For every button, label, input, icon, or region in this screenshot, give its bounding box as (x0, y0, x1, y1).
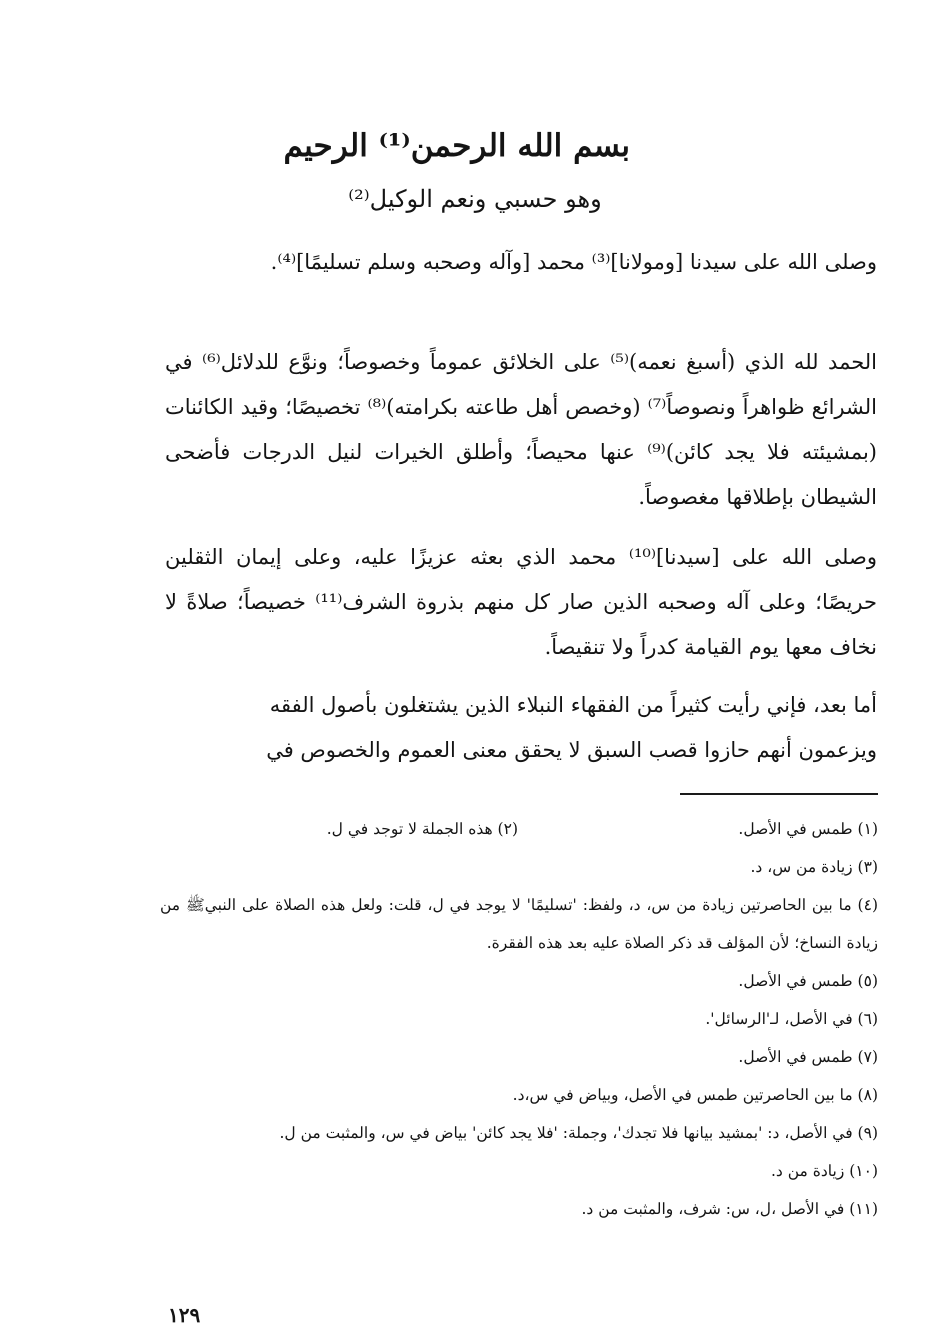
footnote-11: (١١) في الأصل ،ل، س: شرف، والمثبت من د. (581, 1200, 878, 1218)
body-paragraph-1: وصلى الله على سيدنا [ومولانا]⁽³⁾ محمد [وآله وصحبه وسلم تسليمًا]⁽⁴⁾. (270, 250, 877, 274)
footnote-row-1-2 (160, 810, 878, 848)
footnote-3: (٣) زيادة من س، د. (750, 858, 878, 876)
page-number: ١٢٩ (168, 1303, 201, 1327)
subtitle-heading: وهو حسبي ونعم الوكيل⁽²⁾ (348, 185, 602, 213)
footnote-1: (١) طمس في الأصل. (738, 820, 878, 838)
body-paragraph-4-line-2: ويزعمون أنهم حازوا قصب السبق لا يحقق معنى العموم والخصوص في (266, 738, 877, 762)
footnote-5: (٥) طمس في الأصل. (738, 972, 878, 990)
footnote-separator (680, 793, 878, 795)
footnote-2: (٢) هذه الجملة لا توجد في ل. (326, 820, 518, 838)
body-paragraph-4-line-1: أما بعد، فإني رأيت كثيراً من الفقهاء النبلاء الذين يشتغلون بأصول الفقه (269, 693, 877, 717)
footnote-4: (٤) ما بين الحاصرتين زيادة من س، د، ولفظ: 'تسليمًا' لا يوجد في ل، قلت: ولعل هذه الصلاة على النبيﷺ من زيادة النساخ؛ لأن المؤلف قد ذكر الصلاة عليه بعد هذه الفقرة. (160, 896, 878, 952)
basmala-heading: بسم الله الرحمن⁽¹⁾ الرحيم (283, 128, 630, 164)
footnote-9: (٩) في الأصل، د: 'بمشيد بيانها فلا تجدك'، وجملة: 'فلا يجد كائن' بياض في س، والمثبت من ل. (279, 1124, 878, 1142)
footnote-8: (٨) ما بين الحاصرتين طمس في الأصل، وبياض في س،د. (512, 1086, 878, 1104)
footnote-7: (٧) طمس في الأصل. (738, 1048, 878, 1066)
footnotes (160, 810, 878, 1228)
footnote-6: (٦) في الأصل، لـ'الرسائل'. (705, 1010, 878, 1028)
body-paragraph-4 (165, 683, 877, 773)
footnote-10: (١٠) زيادة من د. (770, 1162, 878, 1180)
body-paragraph-2: الحمد لله الذي (أسبغ نعمه)⁽⁵⁾ على الخلائق عموماً وخصوصاً؛ ونوَّع للدلائل⁽⁶⁾ في الشرائع ظواهراً ونصوصاً⁽⁷⁾ (وخصص أهل طاعته بكرامته)⁽⁸⁾ تخصيصًا؛ وقيد الكائنات (بمشيئته فلا يجد كائن)⁽⁹⁾ عنها محيصاً؛ وأطلق الخيرات لنيل الدرجات فأضحى الشيطان بإطلاقها مغصوصاً. (165, 350, 878, 509)
body-paragraph-3: وصلى الله على [سيدنا]⁽¹⁰⁾ محمد الذي بعثه عزيزًا عليه، وعلى إيمان الثقلين حريصًا؛ وعلى آله وصحبه الذين صار كل منهم بذروة الشرف⁽¹¹⁾ خصيصاً؛ صلاةً لا نخاف معها يوم القيامة كدراً ولا تنقيصاً. (165, 545, 877, 659)
